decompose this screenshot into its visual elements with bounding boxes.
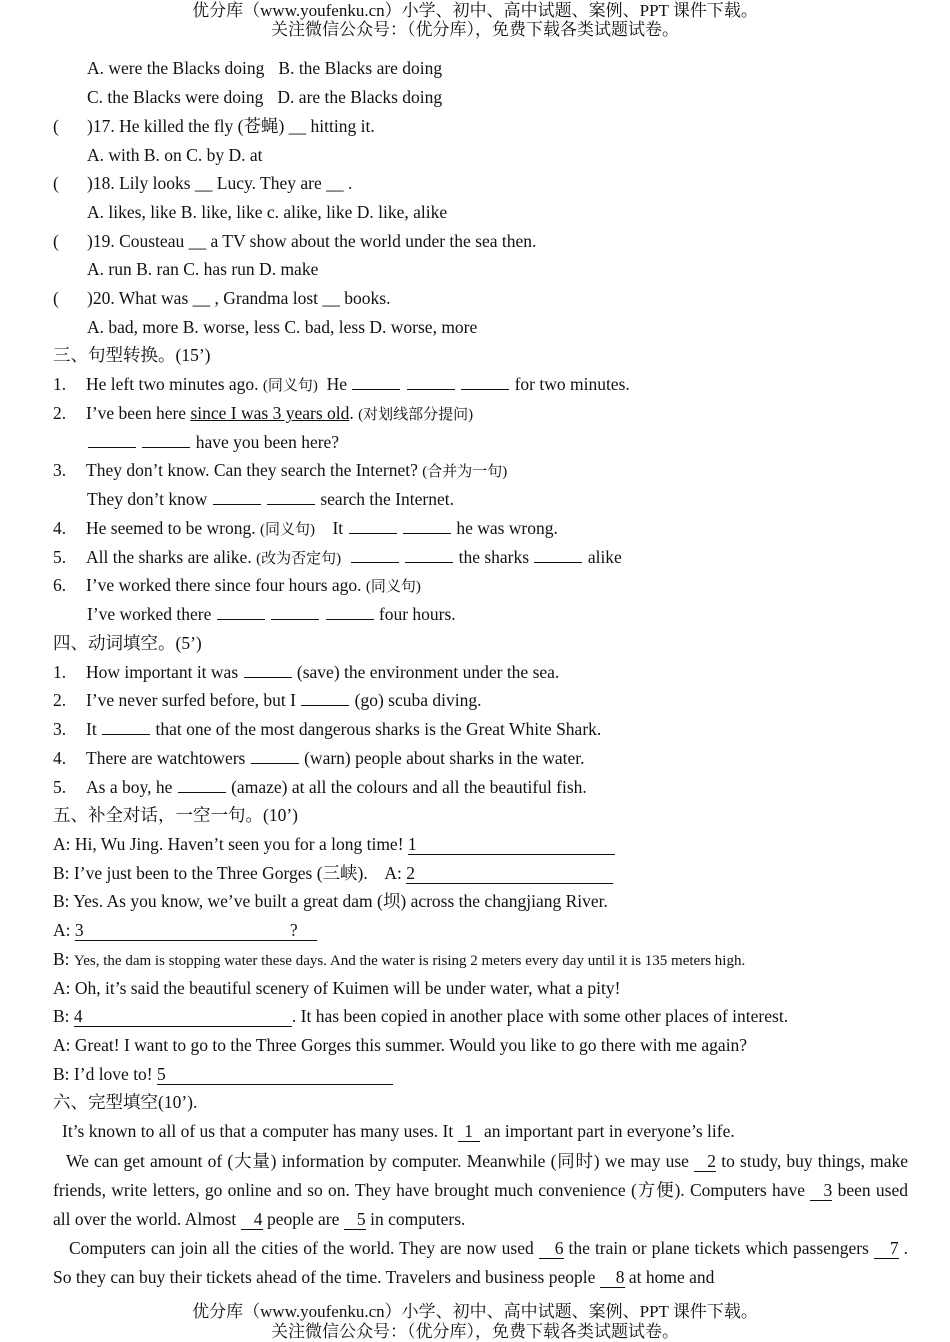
answer-blank[interactable] bbox=[351, 546, 399, 563]
transform-1-suffix: for two minutes. bbox=[514, 374, 630, 394]
q16-option-a: A. were the Blacks doing bbox=[87, 58, 265, 78]
question-17-text: )17. He killed the fly (苍蝇) __ hitting it. bbox=[87, 116, 375, 136]
answer-blank[interactable] bbox=[349, 517, 397, 534]
q16-options-row1 bbox=[87, 56, 442, 80]
verb-item-2-tail: (go) scuba diving. bbox=[354, 690, 482, 710]
answer-blank[interactable] bbox=[326, 603, 374, 620]
verb-item-5-tail: (amaze) at all the colours and all the beautiful fish. bbox=[231, 777, 587, 797]
item-number: 5. bbox=[53, 547, 67, 567]
transform-6-hint: (同义句) bbox=[365, 579, 421, 595]
verb-item-2 bbox=[53, 688, 482, 712]
transform-2-period: . bbox=[349, 403, 354, 423]
cloze-text: an important part in everyone’s life. bbox=[484, 1121, 735, 1141]
section-6-title: 六、完型填空(10’). bbox=[53, 1092, 198, 1112]
answer-paren: ( bbox=[53, 231, 59, 251]
transform-3-answer-line bbox=[87, 487, 454, 511]
transform-6-answer-line bbox=[87, 602, 456, 626]
transform-1 bbox=[53, 372, 630, 398]
answer-blank[interactable] bbox=[244, 661, 292, 678]
transform-2-answer-line bbox=[87, 430, 339, 454]
cloze-blank-2[interactable]: 2 bbox=[694, 1151, 716, 1172]
cloze-blank-8[interactable]: 8 bbox=[600, 1267, 625, 1288]
cloze-text: been used all over the world. Almost bbox=[53, 1180, 909, 1229]
item-number: 4. bbox=[53, 748, 67, 768]
item-number: 2. bbox=[53, 690, 67, 710]
dialogue-line-1-text: A: Hi, Wu Jing. Haven’t seen you for a long time! bbox=[53, 834, 404, 854]
transform-6-sentence: I’ve worked there since four hours ago. bbox=[86, 575, 362, 595]
footer-line-1: 优分库（www.youfenku.cn）小学、初中、高中试题、案例、PPT 课件下载。 bbox=[192, 1302, 758, 1321]
answer-blank[interactable] bbox=[213, 488, 261, 505]
q16-options-row2 bbox=[87, 85, 442, 109]
transform-1-sentence: He left two minutes ago. bbox=[86, 374, 259, 394]
cloze-paragraph-2 bbox=[53, 1147, 908, 1234]
section-5-title: 五、补全对话，一空一句。(10’) bbox=[53, 805, 298, 825]
transform-5-middle: the sharks bbox=[458, 547, 530, 567]
transform-3-sentence: They don’t know. Can they search the Internet? bbox=[86, 460, 418, 480]
dialogue-line-4 bbox=[53, 918, 317, 942]
answer-paren: ( bbox=[53, 116, 59, 136]
transform-3-hint: (合并为一句) bbox=[422, 464, 508, 480]
answer-blank[interactable] bbox=[102, 718, 150, 735]
q16-option-c: C. the Blacks were doing bbox=[87, 87, 264, 107]
question-18-options: A. likes, like B. like, like c. alike, like D. like, alike bbox=[87, 202, 448, 222]
answer-blank[interactable] bbox=[88, 431, 136, 448]
verb-item-3-tail: that one of the most dangerous sharks is the Great White Shark. bbox=[155, 719, 602, 739]
question-19-text: )19. Cousteau __ a TV show about the world under the sea then. bbox=[87, 231, 537, 251]
cloze-text: . So they can buy their tickets ahead of the time. Travelers and business people bbox=[53, 1238, 909, 1287]
cloze-text: Computers can join all the cities of the world. They are now used bbox=[69, 1238, 534, 1258]
transform-2-answer-text: have you been here? bbox=[195, 432, 340, 452]
blank-number: 2 bbox=[406, 863, 415, 883]
verb-item-5-lead: As a boy, he bbox=[86, 777, 173, 797]
transform-6 bbox=[53, 573, 421, 599]
item-number: 5. bbox=[53, 777, 67, 797]
transform-2-hint: (对划线部分提问) bbox=[358, 407, 474, 423]
item-number: 2. bbox=[53, 403, 67, 423]
blank-number: 1 bbox=[407, 834, 417, 854]
answer-blank[interactable] bbox=[271, 603, 319, 620]
cloze-blank-7[interactable]: 7 bbox=[874, 1238, 899, 1259]
transform-5 bbox=[53, 545, 622, 571]
cloze-blank-3[interactable]: 3 bbox=[810, 1180, 832, 1201]
cloze-blank-1[interactable]: 1 bbox=[458, 1121, 480, 1142]
transform-4-sentence: He seemed to be wrong. bbox=[86, 518, 256, 538]
blank-number: 3 bbox=[74, 920, 84, 940]
answer-blank[interactable] bbox=[301, 689, 349, 706]
blank-number: 4 bbox=[73, 1006, 83, 1026]
transform-4 bbox=[53, 516, 558, 542]
answer-blank[interactable] bbox=[461, 373, 509, 390]
header-line-2: 关注微信公众号：（优分库），免费下载各类试题试卷。 bbox=[271, 20, 679, 39]
verb-item-1-lead: How important it was bbox=[86, 662, 239, 682]
answer-blank[interactable] bbox=[251, 747, 299, 764]
question-20-options: A. bad, more B. worse, less C. bad, less D. worse, more bbox=[87, 317, 478, 337]
speaker-a: A: bbox=[384, 863, 402, 883]
transform-6-tail: four hours. bbox=[378, 604, 456, 624]
dialogue-line-9 bbox=[53, 1062, 393, 1086]
transform-2 bbox=[53, 401, 473, 427]
dialogue-blank-5[interactable] bbox=[157, 1064, 393, 1085]
section-4-title: 四、动词填空。(5’) bbox=[53, 633, 202, 653]
dialogue-line-5 bbox=[53, 947, 745, 973]
verb-item-2-lead: I’ve never surfed before, but I bbox=[86, 690, 296, 710]
cloze-text: We can get amount of (大量) information by computer. Meanwhile (同时) we may use bbox=[66, 1151, 689, 1171]
question-19 bbox=[53, 229, 536, 253]
section-3-title: 三、句型转换。(15’) bbox=[53, 345, 211, 365]
item-number: 1. bbox=[53, 662, 67, 682]
dialogue-blank-4[interactable] bbox=[74, 1006, 292, 1027]
question-19-options: A. run B. ran C. has run D. make bbox=[87, 259, 319, 279]
transform-4-prefix: It bbox=[332, 518, 344, 538]
cloze-text: to study, buy things, make friends, write letters, go online and so on. They have brought much convenience (方便). Computers have bbox=[53, 1151, 909, 1200]
dialogue-line-6: A: Oh, it’s said the beautiful scenery of Kuimen will be under water, what a pity! bbox=[53, 978, 621, 998]
cloze-blank-6[interactable]: 6 bbox=[539, 1238, 564, 1259]
item-number: 6. bbox=[53, 575, 67, 595]
item-number: 3. bbox=[53, 719, 67, 739]
answer-blank[interactable] bbox=[403, 517, 451, 534]
answer-blank[interactable] bbox=[407, 373, 455, 390]
verb-item-4-lead: There are watchtowers bbox=[86, 748, 246, 768]
dialogue-line-7 bbox=[53, 1004, 788, 1028]
item-number: 4. bbox=[53, 518, 67, 538]
verb-item-3-lead: It bbox=[86, 719, 97, 739]
question-18-text: )18. Lily looks __ Lucy. They are __ . bbox=[87, 173, 353, 193]
transform-4-suffix: he was wrong. bbox=[456, 518, 558, 538]
answer-blank[interactable] bbox=[178, 776, 226, 793]
cloze-text: at home and bbox=[628, 1267, 715, 1287]
dialogue-line-3: B: Yes. As you know, we’ve built a great dam (坝) across the changjiang River. bbox=[53, 891, 608, 911]
question-20-text: )20. What was __ , Grandma lost __ books. bbox=[87, 288, 391, 308]
verb-item-4 bbox=[53, 746, 585, 770]
answer-blank[interactable] bbox=[352, 373, 400, 390]
answer-blank[interactable] bbox=[217, 603, 265, 620]
dialogue-line-2 bbox=[53, 861, 613, 885]
dialogue-line-1 bbox=[53, 832, 615, 856]
answer-blank[interactable] bbox=[534, 546, 582, 563]
blank-number: 5 bbox=[157, 1064, 166, 1084]
cloze-blank-5[interactable]: 5 bbox=[344, 1209, 366, 1230]
question-18 bbox=[53, 171, 352, 195]
question-20 bbox=[53, 286, 390, 310]
dialogue-line-9-text: B: I’d love to! bbox=[53, 1064, 153, 1084]
transform-4-hint: (同义句) bbox=[259, 522, 315, 538]
footer-line-2: 关注微信公众号：（优分库），免费下载各类试题试卷。 bbox=[271, 1322, 679, 1341]
transform-3-tail: search the Internet. bbox=[320, 489, 454, 509]
transform-2-underlined: since I was 3 years old bbox=[190, 403, 350, 423]
transform-5-hint: (改为否定句) bbox=[256, 551, 342, 567]
answer-blank[interactable] bbox=[142, 431, 190, 448]
verb-item-1-tail: (save) the environment under the sea. bbox=[296, 662, 560, 682]
item-number: 1. bbox=[53, 374, 67, 394]
dialogue-line-2-text: B: I’ve just been to the Three Gorges (三峡). bbox=[53, 863, 368, 883]
dialogue-blank-1[interactable] bbox=[408, 834, 615, 855]
q16-option-b: B. the Blacks are doing bbox=[278, 58, 443, 78]
dialogue-line-7-text: . It has been copied in another place with some other places of interest. bbox=[291, 1006, 789, 1026]
question-17-options: A. with B. on C. by D. at bbox=[87, 145, 263, 165]
verb-item-5 bbox=[53, 775, 587, 799]
transform-3-lead: They don’t know bbox=[87, 489, 208, 509]
dialogue-line-5-text: Yes, the dam is stopping water these days. And the water is rising 2 meters every day until it is 135 meters high. bbox=[73, 953, 746, 969]
dialogue-blank-3[interactable] bbox=[75, 920, 317, 941]
item-number: 3. bbox=[53, 460, 67, 480]
transform-3 bbox=[53, 458, 507, 484]
verb-item-4-tail: (warn) people about sharks in the water. bbox=[304, 748, 585, 768]
question-mark: ? bbox=[289, 920, 298, 940]
cloze-paragraph-1 bbox=[62, 1119, 735, 1143]
cloze-paragraph-3 bbox=[53, 1234, 908, 1292]
transform-5-suffix: alike bbox=[587, 547, 622, 567]
verb-item-3 bbox=[53, 717, 601, 741]
transform-5-sentence: All the sharks are alike. bbox=[86, 547, 252, 567]
question-17 bbox=[53, 114, 375, 138]
verb-item-1 bbox=[53, 660, 559, 684]
answer-paren: ( bbox=[53, 288, 59, 308]
dialogue-blank-2[interactable] bbox=[406, 863, 613, 884]
transform-6-lead: I’ve worked there bbox=[87, 604, 212, 624]
speaker-b: B: bbox=[53, 1006, 70, 1026]
cloze-text: It’s known to all of us that a computer has many uses. It bbox=[62, 1121, 454, 1141]
cloze-text: the train or plane tickets which passengers bbox=[568, 1238, 869, 1258]
speaker-a: A: bbox=[53, 920, 71, 940]
header-line-1: 优分库（www.youfenku.cn）小学、初中、高中试题、案例、PPT 课件下载。 bbox=[192, 1, 758, 20]
transform-2-lead: I’ve been here bbox=[86, 403, 187, 423]
transform-1-hint: (同义句) bbox=[262, 378, 318, 394]
speaker-b: B: bbox=[53, 949, 70, 969]
q16-option-d: D. are the Blacks doing bbox=[277, 87, 443, 107]
answer-blank[interactable] bbox=[267, 488, 315, 505]
answer-paren: ( bbox=[53, 173, 59, 193]
answer-blank[interactable] bbox=[405, 546, 453, 563]
cloze-text: people are bbox=[267, 1209, 340, 1229]
transform-1-prefix: He bbox=[326, 374, 348, 394]
dialogue-line-8: A: Great! I want to go to the Three Gorges this summer. Would you like to go there with me again? bbox=[53, 1035, 748, 1055]
cloze-blank-4[interactable]: 4 bbox=[241, 1209, 263, 1230]
cloze-text: in computers. bbox=[370, 1209, 466, 1229]
